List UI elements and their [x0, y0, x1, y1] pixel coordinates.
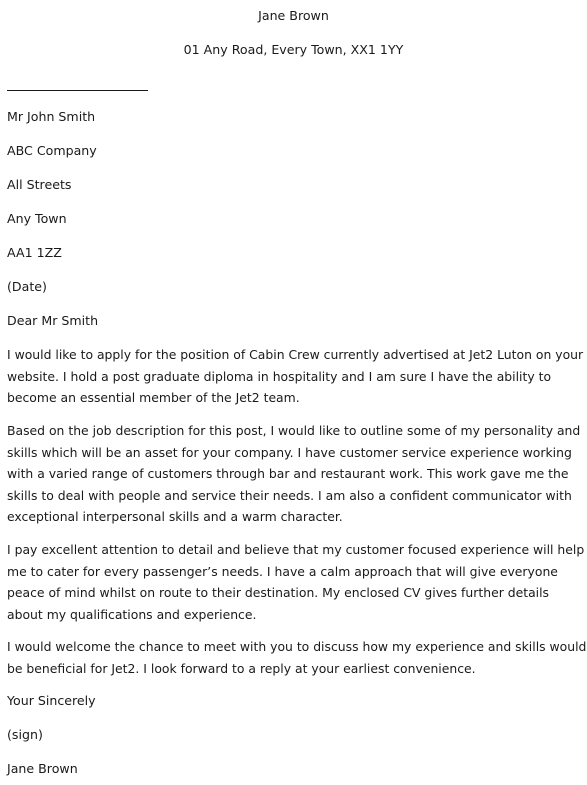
sender-name: Jane Brown: [258, 8, 329, 23]
paragraph-line: with a varied range of customers through bar and restaurant work. This work gave me the: [7, 466, 569, 481]
paragraph-skills: [7, 420, 587, 528]
signoff-name: Jane Brown: [7, 761, 78, 776]
recipient-town: Any Town: [7, 211, 67, 226]
paragraph-intro: [7, 344, 587, 409]
paragraph-line: skills to deal with people and service their needs. I am also a confident communicator with: [7, 487, 572, 503]
recipient-company: ABC Company: [7, 143, 97, 158]
paragraph-line: website. I hold a post graduate diploma in hospitality and I am sure I have the ability to: [7, 368, 552, 384]
paragraph-line: skills which will be an asset for your company. I have customer service experience working: [7, 444, 572, 460]
paragraph-line: I would welcome the chance to meet with you to discuss how my experience and skills would: [7, 639, 587, 654]
recipient-street: All Streets: [7, 177, 72, 192]
closing: Your Sincerely: [7, 693, 96, 708]
paragraph-line: Based on the job description for this post, I would like to outline some of my personality and: [7, 423, 581, 438]
letter-date: (Date): [7, 279, 47, 294]
paragraph-line: peace of mind whilst on route to their destination. My enclosed CV gives further details: [7, 585, 550, 600]
sender-address: 01 Any Road, Every Town, XX1 1YY: [183, 42, 404, 57]
salutation: Dear Mr Smith: [7, 313, 99, 328]
signature: (sign): [7, 727, 43, 742]
paragraph-line: I would like to apply for the position of Cabin Crew currently advertised at Jet2 Luton on your: [7, 347, 584, 362]
paragraph-closing: [7, 636, 587, 679]
recipient-postcode: AA1 1ZZ: [7, 245, 62, 260]
paragraph-attention: [7, 539, 587, 625]
recipient-name: Mr John Smith: [7, 109, 96, 124]
divider-line: [7, 90, 148, 91]
paragraph-line: about my qualifications and experience.: [7, 606, 257, 622]
paragraph-line: become an essential member of the Jet2 team.: [7, 390, 300, 405]
paragraph-line: I pay excellent attention to detail and believe that my customer focused experience will help: [7, 542, 585, 557]
paragraph-line: be beneficial for Jet2. I look forward to a reply at your earliest convenience.: [7, 660, 476, 676]
paragraph-line: exceptional interpersonal skills and a warm character.: [7, 509, 343, 524]
paragraph-line: me to cater for every passenger’s needs. I have a calm approach that will give everyone: [7, 563, 558, 579]
